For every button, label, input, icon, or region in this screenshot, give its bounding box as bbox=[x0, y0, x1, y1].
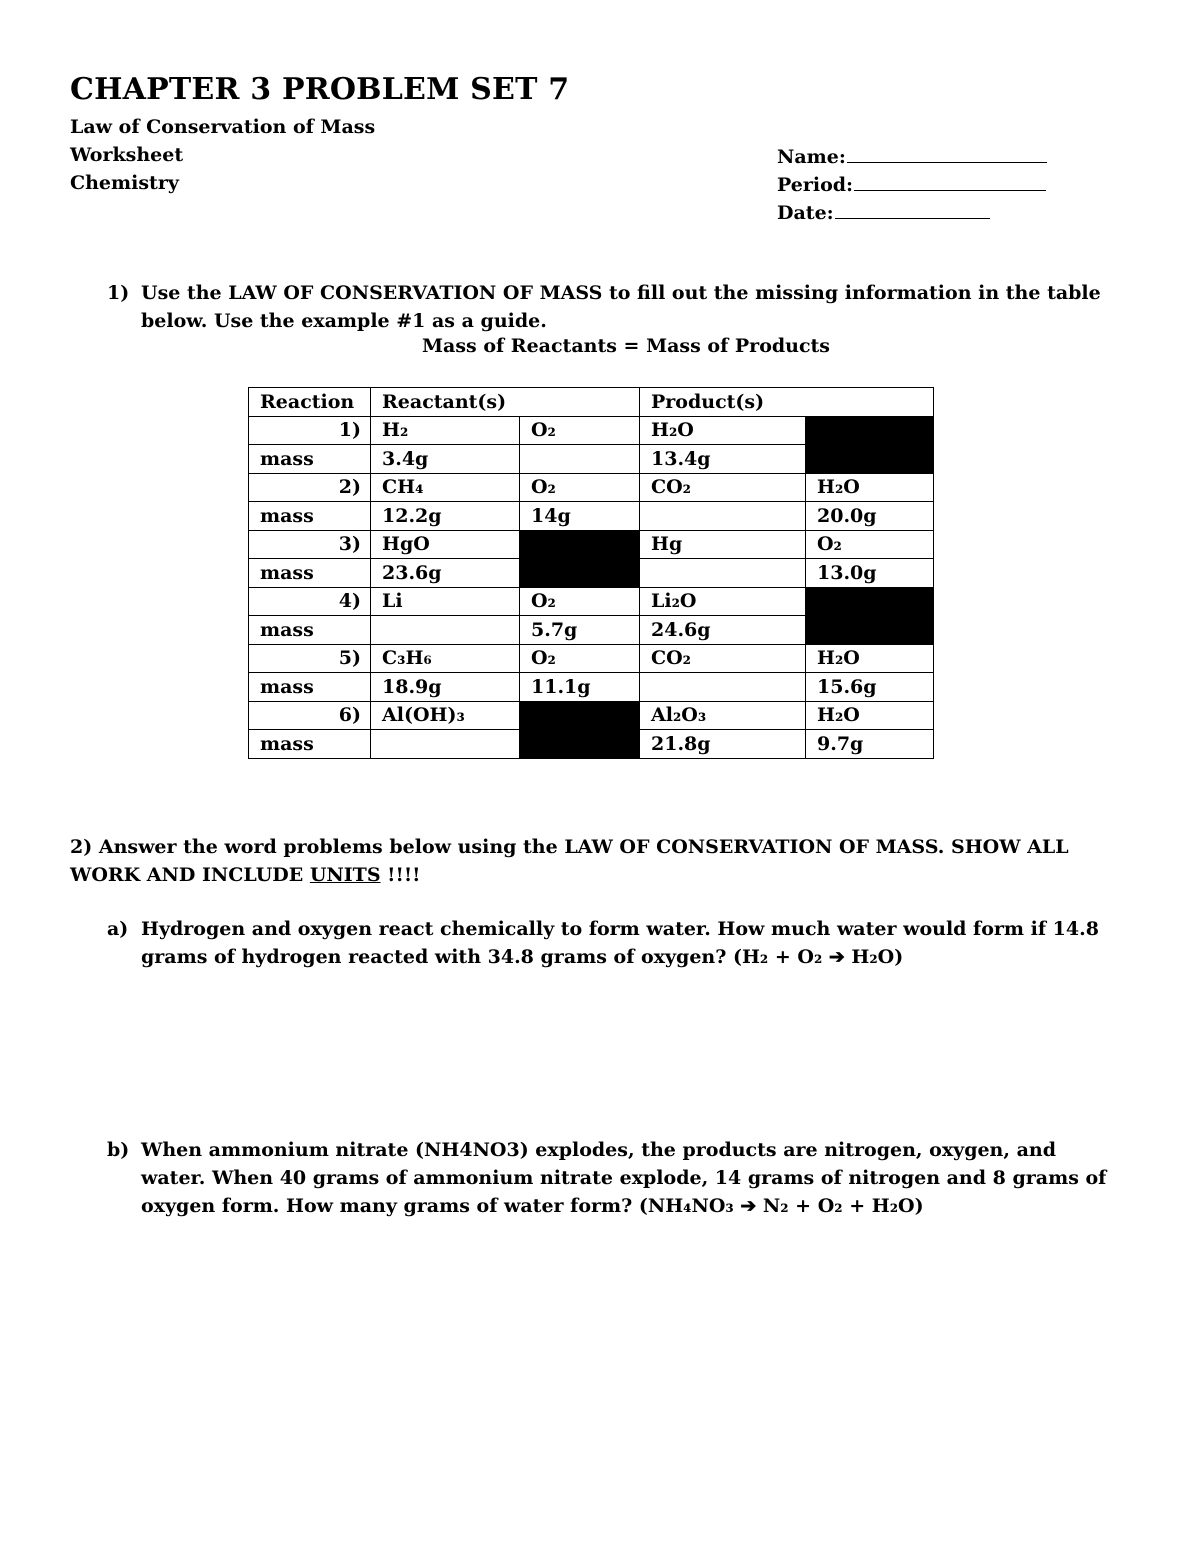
table-cell: CO₂ bbox=[640, 473, 806, 502]
date-blank[interactable] bbox=[835, 200, 990, 219]
table-row bbox=[249, 701, 934, 730]
table-cell: CH₄ bbox=[371, 473, 520, 502]
header-reaction: Reaction bbox=[249, 388, 371, 417]
table-cell[interactable]: 13.4g bbox=[640, 445, 806, 474]
question-2-units: UNITS bbox=[309, 864, 381, 886]
mass-label: mass bbox=[249, 616, 371, 645]
mass-label: mass bbox=[249, 730, 371, 759]
reaction-number: 5) bbox=[249, 644, 371, 673]
question-2b-label: b) bbox=[107, 1139, 130, 1161]
table-header-row bbox=[249, 388, 934, 417]
table-cell[interactable]: 24.6g bbox=[640, 616, 806, 645]
table-cell[interactable] bbox=[640, 502, 806, 531]
table-cell[interactable] bbox=[371, 730, 520, 759]
reaction-number: 4) bbox=[249, 587, 371, 616]
table-cell[interactable]: 14g bbox=[520, 502, 640, 531]
table-cell: O₂ bbox=[520, 416, 640, 445]
table-cell[interactable] bbox=[520, 445, 640, 474]
table-cell[interactable] bbox=[640, 559, 806, 588]
table-row bbox=[249, 530, 934, 559]
date-field[interactable] bbox=[777, 200, 990, 224]
table-cell: Hg bbox=[640, 530, 806, 559]
table-cell: Al₂O₃ bbox=[640, 701, 806, 730]
question-2-text: 2) Answer the word problems below using the LAW OF CONSERVATION OF MASS. SHOW ALL WORK AND INCLUDE bbox=[70, 836, 1069, 886]
period-field[interactable] bbox=[777, 172, 1046, 196]
table-cell: H₂O bbox=[806, 473, 934, 502]
table-cell: HgO bbox=[371, 530, 520, 559]
question-1-number: 1) bbox=[107, 282, 130, 304]
table-row bbox=[249, 644, 934, 673]
period-blank[interactable] bbox=[854, 172, 1046, 191]
question-2a-text: Hydrogen and oxygen react chemically to form water. How much water would form if 14.8 grams of hydrogen reacted with 34.8 grams of oxygen? (H₂ + O₂ ➔ H₂O) bbox=[141, 918, 1099, 968]
date-label: Date: bbox=[777, 202, 834, 224]
blacked-out-cell bbox=[806, 416, 934, 473]
table-row bbox=[249, 587, 934, 616]
page-title: CHAPTER 3 PROBLEM SET 7 bbox=[70, 72, 570, 107]
table-cell[interactable]: 18.9g bbox=[371, 673, 520, 702]
table-cell: H₂O bbox=[806, 701, 934, 730]
table-cell[interactable] bbox=[371, 616, 520, 645]
reaction-table bbox=[248, 387, 934, 759]
table-cell[interactable]: 15.6g bbox=[806, 673, 934, 702]
table-cell[interactable]: 3.4g bbox=[371, 445, 520, 474]
mass-label: mass bbox=[249, 445, 371, 474]
question-2b-text: When ammonium nitrate (NH4NO3) explodes, the products are nitrogen, oxygen, and water. When 40 grams of ammonium nitrate explode, 14 grams of nitrogen and 8 grams of oxygen form. How many grams of water form? (NH₄NO₃ ➔ N₂ + O₂ + H₂O) bbox=[141, 1139, 1107, 1217]
name-label: Name: bbox=[777, 146, 846, 168]
blacked-out-cell bbox=[806, 587, 934, 644]
table-row bbox=[249, 673, 934, 702]
table-cell[interactable]: 11.1g bbox=[520, 673, 640, 702]
table-cell: O₂ bbox=[806, 530, 934, 559]
worksheet-subtitle: Law of Conservation of Mass bbox=[70, 116, 376, 138]
table-cell[interactable] bbox=[640, 673, 806, 702]
question-1 bbox=[107, 279, 1107, 335]
table-cell: Li bbox=[371, 587, 520, 616]
name-field[interactable] bbox=[777, 144, 1047, 168]
worksheet-subject: Chemistry bbox=[70, 172, 179, 194]
mass-label: mass bbox=[249, 559, 371, 588]
question-1-text: Use the LAW OF CONSERVATION OF MASS to fill out the missing information in the table below. Use the example #1 as a guide. bbox=[141, 282, 1101, 332]
table-row bbox=[249, 502, 934, 531]
question-2b bbox=[107, 1136, 1117, 1220]
mass-label: mass bbox=[249, 673, 371, 702]
table-cell[interactable]: 12.2g bbox=[371, 502, 520, 531]
period-label: Period: bbox=[777, 174, 854, 196]
table-cell: H₂ bbox=[371, 416, 520, 445]
header-reactants: Reactant(s) bbox=[371, 388, 640, 417]
reaction-number: 6) bbox=[249, 701, 371, 730]
table-cell: O₂ bbox=[520, 587, 640, 616]
table-cell: Li₂O bbox=[640, 587, 806, 616]
header-products: Product(s) bbox=[640, 388, 934, 417]
question-2 bbox=[70, 833, 1120, 889]
table-cell[interactable]: 5.7g bbox=[520, 616, 640, 645]
table-cell[interactable]: 13.0g bbox=[806, 559, 934, 588]
table-row bbox=[249, 416, 934, 445]
table-cell: Al(OH)₃ bbox=[371, 701, 520, 730]
name-blank[interactable] bbox=[847, 144, 1047, 163]
worksheet-type: Worksheet bbox=[70, 144, 184, 166]
table-cell: O₂ bbox=[520, 644, 640, 673]
table-cell: H₂O bbox=[806, 644, 934, 673]
table-cell: C₃H₆ bbox=[371, 644, 520, 673]
blacked-out-cell bbox=[520, 530, 640, 587]
question-2-emphasis: !!!! bbox=[380, 864, 421, 886]
question-2a bbox=[107, 915, 1117, 971]
reaction-number: 1) bbox=[249, 416, 371, 445]
reaction-number: 2) bbox=[249, 473, 371, 502]
question-2a-label: a) bbox=[107, 918, 129, 940]
table-cell[interactable]: 23.6g bbox=[371, 559, 520, 588]
conservation-equation: Mass of Reactants = Mass of Products bbox=[421, 335, 831, 357]
table-cell[interactable]: 21.8g bbox=[640, 730, 806, 759]
reaction-number: 3) bbox=[249, 530, 371, 559]
table-cell[interactable]: 9.7g bbox=[806, 730, 934, 759]
table-cell: CO₂ bbox=[640, 644, 806, 673]
table-row bbox=[249, 473, 934, 502]
table-cell[interactable]: 20.0g bbox=[806, 502, 934, 531]
table-cell: O₂ bbox=[520, 473, 640, 502]
mass-label: mass bbox=[249, 502, 371, 531]
table-cell: H₂O bbox=[640, 416, 806, 445]
blacked-out-cell bbox=[520, 701, 640, 758]
